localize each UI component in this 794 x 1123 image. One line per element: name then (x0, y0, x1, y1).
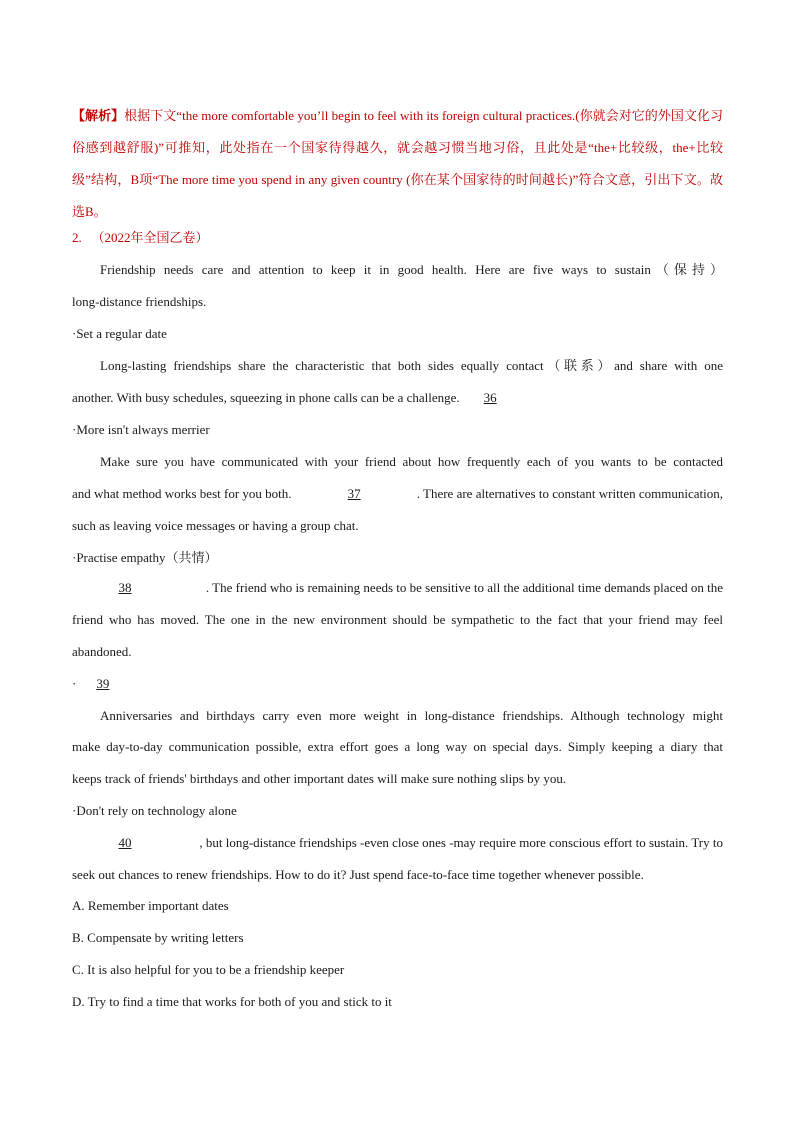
p5-line-1-text: , but long-distance friendships -even close ones -may require more conscious effort to sustain. Try to (199, 835, 723, 850)
heading-practise-empathy: ·Practise empathy（共情） (72, 550, 218, 565)
p4-line-2: make day-to-day communication possible, extra effort goes a long way on special days. Simply keeping a diary that (72, 739, 723, 754)
p4-line-1: Anniversaries and birthdays carry even more weight in long-distance friendships. Although technology might (100, 708, 723, 723)
analysis-tag: 【解析】 (72, 108, 125, 123)
p2-line-2-text-b: . There are alternatives to constant written communication, (416, 486, 723, 501)
heading-more-isnt-merrier: ·More isn't always merrier (72, 422, 210, 437)
p4-line-3: keeps track of friends' birthdays and other important dates will make sure nothing slips by you. (72, 771, 567, 786)
p2-line-1: Make sure you have communicated with your friend about how frequently each of you wants to be contacted (100, 454, 723, 469)
p1-line-2 (72, 388, 723, 408)
question-source: （2022年全国乙卷） (91, 230, 209, 245)
p2-line-3: such as leaving voice messages or having a group chat. (72, 518, 359, 533)
p2-line-2 (72, 484, 723, 504)
blank-36: 36 (483, 390, 497, 405)
p3-line-1 (104, 578, 723, 598)
heading-dont-rely-technology: ·Don't rely on technology alone (72, 803, 237, 818)
question-number: 2. (72, 230, 82, 245)
heading-set-regular-date: ·Set a regular date (72, 326, 167, 341)
option-b: B. Compensate by writing letters (72, 930, 244, 945)
heading-blank-39 (72, 674, 723, 694)
blank-39: 39 (96, 676, 110, 691)
p3-line-1-text: . The friend who is remaining needs to be sensitive to all the additional time demands placed on the (205, 580, 723, 595)
intro-line-2: long-distance friendships. (72, 294, 207, 309)
analysis-block (72, 100, 723, 228)
p3-line-2: friend who has moved. The one in the new environment should be sympathetic to the fact that your friend may feel (72, 612, 723, 627)
option-a: A. Remember important dates (72, 898, 229, 913)
analysis-text: 根据下文“the more comfortable you’ll begin to feel with its foreign cultural practices.(你就会对它的外国文化习俗感到越舒服)”可推知，此处指在一个国家待得越久，就会越习惯当地习俗，且此处是“the+比较级，the+比较级”结构，B项“The more time you spend in any given country (你在某个国家待的时间越长)”符合文意，引出下文。故选B。 (72, 108, 723, 219)
p3-line-3: abandoned. (72, 644, 132, 659)
heading-dot: · (72, 676, 77, 691)
question-header (72, 228, 723, 248)
p1-line-2-text: another. With busy schedules, squeezing in phone calls can be a challenge. (72, 390, 460, 405)
p5-line-1 (104, 833, 723, 853)
option-c: C. It is also helpful for you to be a friendship keeper (72, 962, 345, 977)
p5-line-2: seek out chances to renew friendships. How to do it? Just spend face-to-face time together whenever possible. (72, 867, 644, 882)
blank-37: 37 (347, 486, 361, 501)
blank-40: 40 (118, 835, 132, 850)
intro-line-1: Friendship needs care and attention to keep it in good health. Here are five ways to sustain（保持） (100, 262, 723, 277)
p2-line-2-text-a: and what method works best for you both. (72, 486, 292, 501)
p1-line-1: Long-lasting friendships share the characteristic that both sides equally contact（联系）and share with one (100, 358, 723, 373)
option-d: D. Try to find a time that works for both of you and stick to it (72, 994, 392, 1009)
blank-38: 38 (118, 580, 132, 595)
